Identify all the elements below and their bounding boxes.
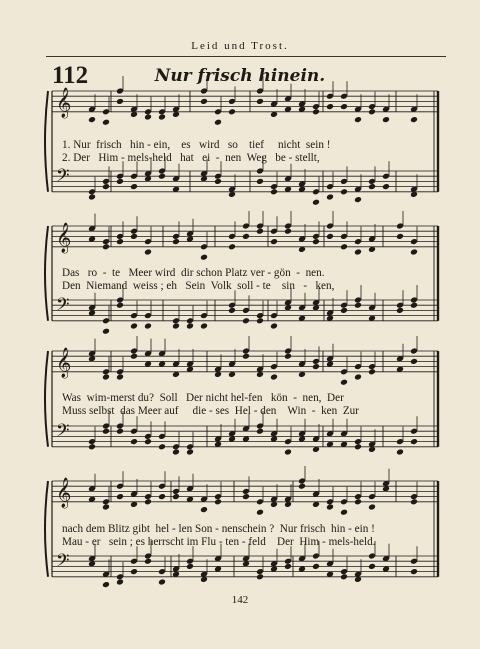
lyric-verse-2: Den Niemand weiss ; eh Sein Volk soll - te sin - ken, [62, 280, 335, 292]
svg-text:𝄢: 𝄢 [56, 550, 70, 575]
lyric-verse-2: Muss selbst das Meer auf die - ses Hel - den Win - ken Zur [62, 405, 359, 417]
running-header: Leid und Trost. [191, 40, 289, 52]
lyric-verse-1: Das ro - te Meer wird dir schon Platz ver - gön - nen. [62, 267, 325, 279]
hymn-title: Nur frisch hinein. [154, 66, 326, 86]
svg-text:𝄞: 𝄞 [56, 477, 72, 508]
page-number: 142 [231, 594, 249, 606]
hymn-number: 112 [52, 62, 89, 89]
svg-text:𝄢: 𝄢 [56, 420, 70, 445]
lyric-verse-2: 2. Der Him - mels-held hat ei - nen Weg be - stellt, [62, 152, 320, 164]
svg-text:𝄢: 𝄢 [56, 294, 70, 319]
lyric-verse-1: 1. Nur frisch hin - ein, es wird so tief nicht sein ! [62, 139, 331, 151]
svg-text:𝄞: 𝄞 [56, 87, 72, 118]
svg-text:𝄢: 𝄢 [56, 165, 70, 190]
svg-text:𝄞: 𝄞 [56, 222, 72, 253]
lyric-verse-1: Was wim-merst du? Soll Der nicht hel-fen kön - nen, Der [62, 392, 344, 404]
svg-text:𝄞: 𝄞 [56, 347, 72, 378]
lyric-verse-1: nach dem Blitz gibt hel - len Son - nenschein ? Nur frisch hin - ein ! [62, 523, 375, 535]
lyric-verse-2: Mau - er sein ; es herrscht im Flu - ten - feld Der Him - mels-held. [62, 536, 376, 548]
